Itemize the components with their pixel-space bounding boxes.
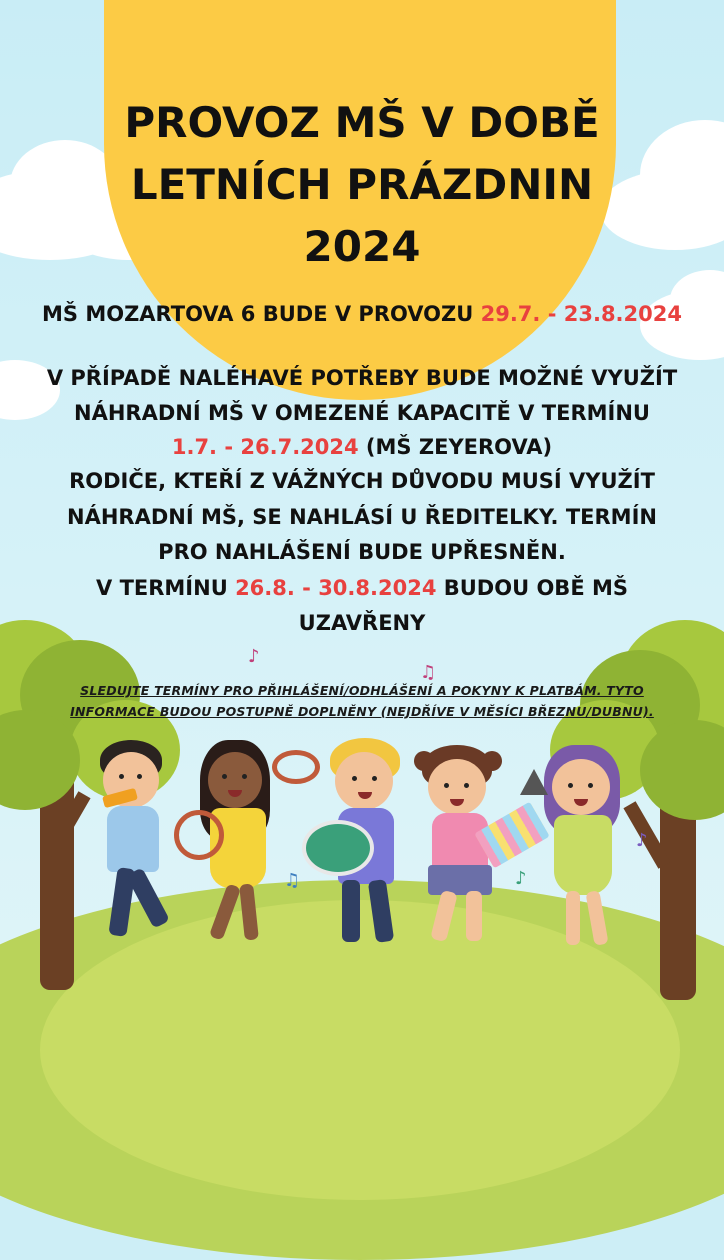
operation-dates: 29.7. - 23.8.2024 (480, 302, 682, 326)
child-with-triangle (520, 745, 650, 955)
emergency-line-3 (0, 435, 724, 459)
title-year: 2024 (303, 222, 421, 271)
closure-dates: 26.8. - 30.8.2024 (235, 576, 437, 600)
tambourine-icon (174, 810, 224, 860)
closure-prefix: V TERMÍNU (96, 576, 236, 600)
operation-text: MŠ MOZARTOVA 6 BUDE V PROVOZU (42, 302, 481, 326)
emergency-line-2: NÁHRADNÍ MŠ V OMEZENÉ KAPACITĚ V TERMÍNU (74, 401, 650, 425)
child-with-drum (300, 738, 420, 958)
note-line-2: INFORMACE BUDOU POSTUPNĚ DOPLNĚNY (NEJDŘÍVE V MĚSÍCI BŘEZNU/DUBNU). (70, 704, 654, 719)
parents-line-1: RODIČE, KTEŘÍ Z VÁŽNÝCH DŮVODU MUSÍ VYUŽÍT (69, 469, 655, 493)
music-note-icon: ♫ (284, 870, 301, 891)
title-line: PROVOZ MŠ V DOBĚ (124, 98, 600, 147)
operation-line (0, 302, 724, 326)
emergency-dates-suffix: (MŠ ZEYEROVA) (358, 435, 553, 459)
music-note-icon: ♪ (636, 830, 648, 851)
emergency-line-1: V PŘÍPADĚ NALÉHAVÉ POTŘEBY BUDE MOŽNÉ VYUŽÍT (46, 366, 678, 390)
music-note-icon: ♪ (248, 646, 260, 667)
child-with-tambourines (180, 740, 320, 950)
emergency-dates: 1.7. - 26.7.2024 (171, 435, 359, 459)
page-title (0, 92, 724, 278)
closure-line-2: UZAVŘENY (298, 611, 426, 635)
triangle-icon (520, 769, 548, 795)
parents-line-3: PRO NAHLÁŠENÍ BUDE UPŘESNĚN. (158, 540, 566, 564)
closure-line-1 (0, 576, 724, 600)
music-note-icon: ♪ (515, 868, 527, 889)
parents-line-2: NÁHRADNÍ MŠ, SE NAHLÁSÍ U ŘEDITELKY. TERMÍN (67, 505, 657, 529)
music-note-icon: ♫ (420, 662, 437, 683)
note-line-1: SLEDUJTE TERMÍNY PRO PŘIHLÁŠENÍ/ODHLÁŠENÍ A POKYNY K PLATBÁM. TYTO (80, 683, 644, 698)
closure-suffix: BUDOU OBĚ MŠ (436, 576, 628, 600)
drum-icon (302, 820, 374, 876)
title-line: LETNÍCH PRÁZDNIN (130, 160, 594, 209)
